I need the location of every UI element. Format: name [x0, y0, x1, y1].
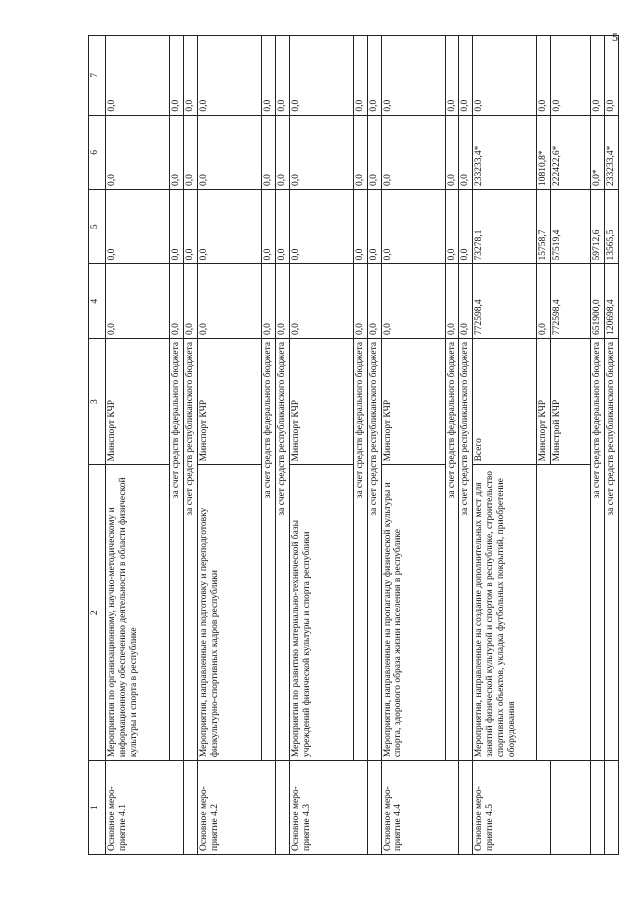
activity-code-cont — [445, 761, 459, 855]
funding-source: за счет средств федерального бюджета — [353, 338, 367, 760]
value-v7: 0,0 — [381, 36, 445, 116]
activity-description-cont — [537, 465, 551, 761]
value-v4: 0,0 — [381, 264, 445, 338]
activity-code-cont — [261, 761, 275, 855]
value-v6: 0,0 — [197, 115, 261, 189]
table-row — [183, 36, 197, 855]
value-v6: 0,0 — [445, 115, 459, 189]
value-v7: 0,0 — [353, 36, 367, 116]
value-v4: 0,0 — [170, 264, 184, 338]
activity-description: Мероприятия по организационному, научно-методическому и информационному обеспечению деятельности в области физической культуры и спорта в республике — [106, 465, 170, 761]
value-v4: 0,0 — [445, 264, 459, 338]
value-v5: 15758,7 — [537, 190, 551, 264]
activity-description-cont — [551, 465, 591, 761]
value-v5: 57519,4 — [551, 190, 591, 264]
value-v4: 120698,4 — [605, 264, 619, 338]
value-v6: 0,0 — [381, 115, 445, 189]
funding-source: за счет средств федерального бюджета — [445, 338, 459, 760]
table-row — [459, 36, 473, 855]
value-v5: 0,0 — [170, 190, 184, 264]
activity-code: Основное меро-приятие 4.5 — [473, 761, 537, 855]
value-v6: 0,0 — [275, 115, 289, 189]
value-v4: 0,0 — [289, 264, 353, 338]
funding-source: за счет средств республиканского бюджета — [183, 338, 197, 760]
executor: Минспорт КЧР — [289, 338, 353, 464]
value-v5: 0,0 — [275, 190, 289, 264]
activity-code-cont — [367, 761, 381, 855]
value-v4: 0,0 — [106, 264, 170, 338]
table-row — [275, 36, 289, 855]
table-row — [591, 36, 605, 855]
activity-code-cont — [459, 761, 473, 855]
value-v5: 0,0 — [261, 190, 275, 264]
funding-source: за счет средств федерального бюджета — [261, 338, 275, 760]
value-v4: 651900,0 — [591, 264, 605, 338]
value-v6: 0,0 — [459, 115, 473, 189]
value-v6: 0,0 — [289, 115, 353, 189]
executor: Минспорт КЧР — [381, 338, 445, 464]
activity-description: Мероприятия, направленные на пропаганду физической культуры и спорта, здорового образа жизни населения в республике — [381, 465, 445, 761]
value-v6: 233233,4* — [473, 115, 537, 189]
value-v6: 233233,4* — [605, 115, 619, 189]
value-v7: 0,0 — [605, 36, 619, 116]
header-col-5: 5 — [89, 190, 106, 264]
value-v4: 0,0 — [275, 264, 289, 338]
value-v5: 73278,1 — [473, 190, 537, 264]
table-row — [170, 36, 184, 855]
table-row — [197, 36, 261, 855]
value-v5: 13565,5 — [605, 190, 619, 264]
budget-table — [88, 35, 619, 855]
value-v5: 0,0 — [381, 190, 445, 264]
value-v5: 0,0 — [367, 190, 381, 264]
value-v4: 0,0 — [367, 264, 381, 338]
value-v4: 0,0 — [197, 264, 261, 338]
header-col-4: 4 — [89, 264, 106, 338]
value-v7: 0,0 — [197, 36, 261, 116]
value-v5: 0,0 — [183, 190, 197, 264]
value-v6: 0,0 — [170, 115, 184, 189]
funding-source: за счет средств федерального бюджета — [170, 338, 184, 760]
value-v5: 0,0 — [106, 190, 170, 264]
activity-code-cont — [170, 761, 184, 855]
rotated-table-wrapper — [88, 35, 617, 855]
activity-code-cont — [353, 761, 367, 855]
table-row — [551, 36, 591, 855]
table-row — [381, 36, 445, 855]
executor: Всего — [473, 338, 537, 464]
value-v4: 0,0 — [261, 264, 275, 338]
activity-code-cont — [605, 761, 619, 855]
activity-description: Мероприятия по развитию материально-технической базы учреждений физической культуры и спорта республики — [289, 465, 353, 761]
funding-source: за счет средств республиканского бюджета — [605, 338, 619, 760]
funding-source: за счет средств республиканского бюджета — [275, 338, 289, 760]
activity-code-cont — [551, 761, 591, 855]
value-v7: 0,0 — [170, 36, 184, 116]
value-v5: 0,0 — [459, 190, 473, 264]
value-v4: 0,0 — [183, 264, 197, 338]
value-v4: 0,0 — [353, 264, 367, 338]
activity-code: Основное меро-приятие 4.1 — [106, 761, 170, 855]
header-col-7: 7 — [89, 36, 106, 116]
header-col-3: 3 — [89, 338, 106, 464]
value-v7: 0,0 — [367, 36, 381, 116]
header-col-2: 2 — [89, 465, 106, 761]
value-v5: 0,0 — [289, 190, 353, 264]
value-v7: 0,0 — [445, 36, 459, 116]
value-v5: 0,0 — [353, 190, 367, 264]
table-row — [106, 36, 170, 855]
executor: Минспорт КЧР — [197, 338, 261, 464]
value-v5: 0,0 — [197, 190, 261, 264]
value-v7: 0,0 — [459, 36, 473, 116]
activity-code-cont — [183, 761, 197, 855]
activity-code: Основное меро-приятие 4.4 — [381, 761, 445, 855]
value-v7: 0,0 — [275, 36, 289, 116]
value-v6: 0,0 — [183, 115, 197, 189]
executor: Минспорт КЧР — [106, 338, 170, 464]
value-v4: 0,0 — [537, 264, 551, 338]
value-v6: 0,0 — [353, 115, 367, 189]
activity-code-cont — [537, 761, 551, 855]
table-body — [106, 36, 619, 855]
value-v7: 0,0 — [183, 36, 197, 116]
value-v5: 0,0 — [445, 190, 459, 264]
table-row — [367, 36, 381, 855]
table-row — [289, 36, 353, 855]
activity-code-cont — [275, 761, 289, 855]
value-v6: 0,0 — [367, 115, 381, 189]
funding-source: за счет средств республиканского бюджета — [459, 338, 473, 760]
value-v6: 0,0 — [261, 115, 275, 189]
value-v5: 59712,6 — [591, 190, 605, 264]
header-col-1: 1 — [89, 761, 106, 855]
table-row — [605, 36, 619, 855]
table-row — [445, 36, 459, 855]
table-row — [353, 36, 367, 855]
value-v4: 0,0 — [459, 264, 473, 338]
header-col-6: 6 — [89, 115, 106, 189]
activity-description: Мероприятия, направленные на подготовку и переподготовку физкультурно-спортивных кадров республики — [197, 465, 261, 761]
table-row — [261, 36, 275, 855]
page-number: 5 — [612, 30, 618, 44]
activity-description: Мероприятия, направленные на создание дополнительных мест для занятий физической культурой и спортом в республике, строительство спортивных объектов, укладка футбольных покрытий, приобретение оборудования — [473, 465, 537, 761]
value-v7: 0,0 — [289, 36, 353, 116]
executor: Минстрой КЧР — [551, 338, 591, 464]
value-v7: 0,0 — [473, 36, 537, 116]
value-v7: 0,0 — [106, 36, 170, 116]
table-row — [473, 36, 537, 855]
value-v7: 0,0 — [537, 36, 551, 116]
value-v4: 772598,4 — [473, 264, 537, 338]
value-v7: 0,0 — [261, 36, 275, 116]
activity-code: Основное меро-приятие 4.2 — [197, 761, 261, 855]
activity-code: Основное меро-приятие 4.3 — [289, 761, 353, 855]
value-v6: 0,0 — [106, 115, 170, 189]
header-row — [89, 36, 106, 855]
value-v7: 0,0 — [551, 36, 591, 116]
value-v7: 0,0 — [591, 36, 605, 116]
value-v4: 772598,4 — [551, 264, 591, 338]
activity-code-cont — [591, 761, 605, 855]
table-row — [537, 36, 551, 855]
executor: Минспорт КЧР — [537, 338, 551, 464]
value-v6: 222422,6* — [551, 115, 591, 189]
value-v6: 0,0* — [591, 115, 605, 189]
funding-source: за счет средств федерального бюджета — [591, 338, 605, 760]
funding-source: за счет средств республиканского бюджета — [367, 338, 381, 760]
value-v6: 10810,8* — [537, 115, 551, 189]
